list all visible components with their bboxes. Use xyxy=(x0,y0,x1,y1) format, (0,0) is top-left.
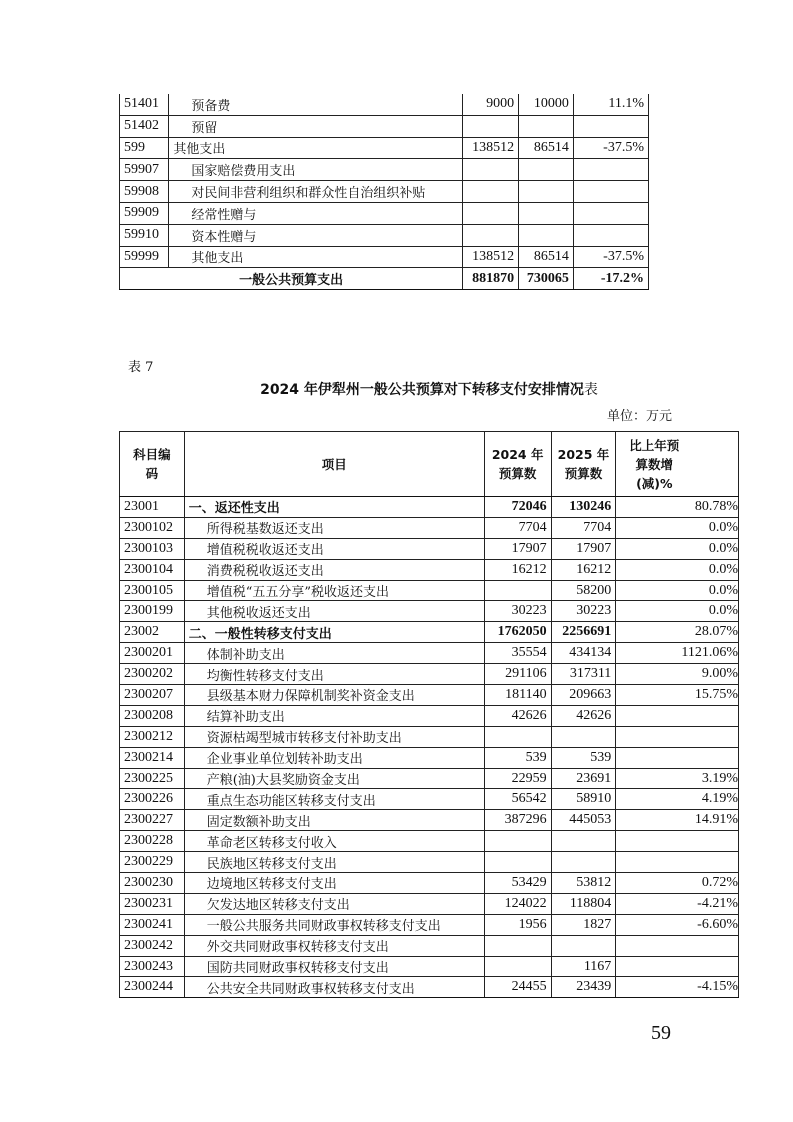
header-2025: 2025 年预算数 xyxy=(551,432,616,497)
row-2024 xyxy=(484,935,551,956)
row-code: 51401 xyxy=(120,94,169,115)
row-change: 11.1% xyxy=(573,94,648,115)
row-2025: 118804 xyxy=(551,893,616,914)
unit-label: 单位：万元 xyxy=(607,409,673,424)
row-change xyxy=(616,956,739,977)
row-change xyxy=(616,873,739,894)
row-item: 一、返还性支出 xyxy=(184,497,484,518)
total-2025: 730065 xyxy=(519,268,574,290)
row-change xyxy=(616,517,739,538)
table-row xyxy=(120,810,739,831)
row-2024: 1762050 xyxy=(484,622,551,643)
row-2025 xyxy=(519,159,574,181)
row-2024: 7704 xyxy=(484,517,551,538)
table-row xyxy=(120,789,739,810)
row-code: 23002 xyxy=(120,622,185,643)
row-change-value: 4.19% xyxy=(701,791,738,807)
row-2024: 72046 xyxy=(484,497,551,518)
total-change: -17.2% xyxy=(573,268,648,290)
row-item: 一般公共服务共同财政事权转移支付支出 xyxy=(184,914,484,935)
row-change xyxy=(616,705,739,726)
row-item: 均衡性转移支付支出 xyxy=(184,664,484,685)
row-item: 预备费 xyxy=(169,94,463,115)
row-2025: 1167 xyxy=(551,956,616,977)
row-2024: 35554 xyxy=(484,643,551,664)
row-2025: 1827 xyxy=(551,914,616,935)
row-code: 59909 xyxy=(120,202,169,224)
row-2024: 24455 xyxy=(484,977,551,998)
row-change-value: 0.0% xyxy=(708,603,738,619)
table-row xyxy=(120,768,739,789)
table-row xyxy=(120,977,739,998)
row-2024 xyxy=(484,852,551,873)
table-row xyxy=(120,956,739,977)
category-row xyxy=(120,497,739,518)
row-change xyxy=(616,497,739,518)
row-item: 所得税基数返还支出 xyxy=(184,517,484,538)
row-change xyxy=(616,768,739,789)
row-2024: 53429 xyxy=(484,873,551,894)
table-title-text: 2024 年伊犁州一般公共预算对下转移支付安排情况 xyxy=(260,382,584,398)
row-item: 资源枯竭型城市转移支付补助支出 xyxy=(184,726,484,747)
row-change-value: 0.72% xyxy=(701,874,738,890)
row-2025 xyxy=(551,726,616,747)
row-code: 2300241 xyxy=(120,914,185,935)
row-2024: 124022 xyxy=(484,893,551,914)
table-row xyxy=(120,181,649,203)
row-change-value: -6.60% xyxy=(697,916,738,932)
table-row xyxy=(120,935,739,956)
row-change xyxy=(616,664,739,685)
row-change: -37.5% xyxy=(573,246,648,268)
row-change xyxy=(616,580,739,601)
row-item: 公共安全共同财政事权转移支付支出 xyxy=(184,977,484,998)
row-change: -37.5% xyxy=(573,137,648,159)
row-change-value: 9.00% xyxy=(701,666,738,682)
row-change xyxy=(616,977,739,998)
row-code: 2300214 xyxy=(120,747,185,768)
table-row xyxy=(120,246,649,268)
row-change xyxy=(573,202,648,224)
table-row xyxy=(120,94,649,115)
row-2025: 209663 xyxy=(551,685,616,706)
row-2025 xyxy=(519,224,574,246)
row-item: 其他税收返还支出 xyxy=(184,601,484,622)
row-2025 xyxy=(519,181,574,203)
row-change xyxy=(616,747,739,768)
row-change xyxy=(616,538,739,559)
row-change-value: 14.91% xyxy=(694,812,738,828)
table-row xyxy=(120,852,739,873)
table-row xyxy=(120,893,739,914)
row-item: 资本性赠与 xyxy=(169,224,463,246)
row-2025 xyxy=(551,852,616,873)
row-2025: 17907 xyxy=(551,538,616,559)
header-item: 项目 xyxy=(184,432,484,497)
row-code: 2300207 xyxy=(120,685,185,706)
row-code: 2300201 xyxy=(120,643,185,664)
row-2024 xyxy=(463,115,519,137)
row-change-value: 0.0% xyxy=(708,519,738,535)
row-item: 预留 xyxy=(169,115,463,137)
row-2024: 22959 xyxy=(484,768,551,789)
row-item: 国防共同财政事权转移支付支出 xyxy=(184,956,484,977)
table-number-label: 表 7 xyxy=(128,360,154,375)
row-code: 2300208 xyxy=(120,705,185,726)
row-change-value: 3.19% xyxy=(701,770,738,786)
row-code: 59999 xyxy=(120,246,169,268)
row-2024 xyxy=(484,726,551,747)
row-2024 xyxy=(463,181,519,203)
row-change xyxy=(616,831,739,852)
transfer-payment-table xyxy=(119,431,739,998)
transfer-payment-table-viewport xyxy=(118,430,738,1020)
row-2024 xyxy=(484,580,551,601)
row-item: 县级基本财力保障机制奖补资金支出 xyxy=(184,685,484,706)
row-item: 二、一般性转移支付支出 xyxy=(184,622,484,643)
row-change xyxy=(573,115,648,137)
row-item: 国家赔偿费用支出 xyxy=(169,159,463,181)
row-2025 xyxy=(551,831,616,852)
row-code: 59908 xyxy=(120,181,169,203)
row-change-value: 15.75% xyxy=(694,686,738,702)
header-2024: 2024 年预算数 xyxy=(484,432,551,497)
row-2025: 445053 xyxy=(551,810,616,831)
row-change-value: 80.78% xyxy=(694,498,738,514)
row-2025 xyxy=(519,115,574,137)
table-row xyxy=(120,517,739,538)
table-title-suffix: 表 xyxy=(583,382,598,398)
row-change-value: 28.07% xyxy=(694,624,738,640)
table-row xyxy=(120,705,739,726)
row-change-value: 1121.06% xyxy=(681,645,738,661)
row-code: 2300104 xyxy=(120,559,185,580)
row-2025: 58200 xyxy=(551,580,616,601)
total-2024: 881870 xyxy=(463,268,519,290)
row-code: 2300225 xyxy=(120,768,185,789)
total-row xyxy=(120,268,649,290)
category-row xyxy=(120,622,739,643)
table-row xyxy=(120,224,649,246)
table-row xyxy=(120,831,739,852)
row-2024 xyxy=(484,831,551,852)
row-2025: 16212 xyxy=(551,559,616,580)
row-2025 xyxy=(551,935,616,956)
row-item: 其他支出 xyxy=(169,246,463,268)
row-2024: 387296 xyxy=(484,810,551,831)
row-code: 2300199 xyxy=(120,601,185,622)
table-row xyxy=(120,115,649,137)
row-change xyxy=(573,181,648,203)
row-code: 2300227 xyxy=(120,810,185,831)
row-2024: 16212 xyxy=(484,559,551,580)
row-change xyxy=(616,810,739,831)
row-code: 59907 xyxy=(120,159,169,181)
table-row xyxy=(120,747,739,768)
row-change xyxy=(616,726,739,747)
table-row xyxy=(120,538,739,559)
row-2024 xyxy=(463,159,519,181)
row-2024: 138512 xyxy=(463,137,519,159)
row-code: 2300226 xyxy=(120,789,185,810)
header-change-text: 比上年预算数增(减)% xyxy=(629,437,680,491)
row-2025: 53812 xyxy=(551,873,616,894)
row-item: 体制补助支出 xyxy=(184,643,484,664)
row-2025: 42626 xyxy=(551,705,616,726)
row-change xyxy=(616,935,739,956)
row-code: 2300228 xyxy=(120,831,185,852)
row-2025: 30223 xyxy=(551,601,616,622)
row-change xyxy=(616,559,739,580)
row-2024: 291106 xyxy=(484,664,551,685)
table-row xyxy=(120,664,739,685)
row-change xyxy=(616,914,739,935)
row-change xyxy=(616,852,739,873)
row-change-value: 0.0% xyxy=(708,582,738,598)
row-2024: 17907 xyxy=(484,538,551,559)
table-row xyxy=(120,914,739,935)
header-code: 科目编码 xyxy=(120,432,185,497)
row-2025: 539 xyxy=(551,747,616,768)
table-row xyxy=(120,137,649,159)
row-item: 经常性赠与 xyxy=(169,202,463,224)
row-2025: 86514 xyxy=(519,246,574,268)
row-2024: 56542 xyxy=(484,789,551,810)
header-row xyxy=(120,432,739,497)
table-row xyxy=(120,559,739,580)
row-item: 企业事业单位划转补助支出 xyxy=(184,747,484,768)
row-item: 固定数额补助支出 xyxy=(184,810,484,831)
row-2024 xyxy=(463,224,519,246)
row-2024: 138512 xyxy=(463,246,519,268)
row-item: 对民间非营利组织和群众性自治组织补贴 xyxy=(169,181,463,203)
row-code: 2300230 xyxy=(120,873,185,894)
budget-expenditure-table-continued xyxy=(119,94,649,290)
row-2025 xyxy=(519,202,574,224)
row-item: 消费税税收返还支出 xyxy=(184,559,484,580)
row-code: 23001 xyxy=(120,497,185,518)
row-item: 其他支出 xyxy=(169,137,463,159)
row-item: 欠发达地区转移支付支出 xyxy=(184,893,484,914)
table-row xyxy=(120,159,649,181)
page-number: 59 xyxy=(651,1022,671,1044)
row-change-value: 0.0% xyxy=(708,561,738,577)
row-2025: 130246 xyxy=(551,497,616,518)
row-2025: 2256691 xyxy=(551,622,616,643)
row-2025: 7704 xyxy=(551,517,616,538)
row-item: 增值税税收返还支出 xyxy=(184,538,484,559)
row-change xyxy=(573,159,648,181)
row-item: 边境地区转移支付支出 xyxy=(184,873,484,894)
header-change xyxy=(616,432,739,497)
row-code: 2300242 xyxy=(120,935,185,956)
row-code: 2300212 xyxy=(120,726,185,747)
row-code: 2300231 xyxy=(120,893,185,914)
row-code: 599 xyxy=(120,137,169,159)
total-label: 一般公共预算支出 xyxy=(120,268,463,290)
table-title xyxy=(0,379,793,399)
row-item: 结算补助支出 xyxy=(184,705,484,726)
row-2024: 181140 xyxy=(484,685,551,706)
row-change-value: 0.0% xyxy=(708,540,738,556)
table-row xyxy=(120,202,649,224)
table-row xyxy=(120,580,739,601)
table-row xyxy=(120,601,739,622)
row-change-value: -4.15% xyxy=(697,979,738,995)
row-2025: 23439 xyxy=(551,977,616,998)
row-2025: 23691 xyxy=(551,768,616,789)
row-code: 59910 xyxy=(120,224,169,246)
row-code: 2300103 xyxy=(120,538,185,559)
row-code: 51402 xyxy=(120,115,169,137)
table-row xyxy=(120,685,739,706)
row-change xyxy=(616,643,739,664)
row-item: 外交共同财政事权转移支付支出 xyxy=(184,935,484,956)
row-2024: 30223 xyxy=(484,601,551,622)
row-item: 革命老区转移支付收入 xyxy=(184,831,484,852)
row-item: 重点生态功能区转移支付支出 xyxy=(184,789,484,810)
row-change-value: -4.21% xyxy=(697,895,738,911)
row-change xyxy=(616,893,739,914)
row-change xyxy=(616,601,739,622)
row-code: 2300243 xyxy=(120,956,185,977)
row-2024 xyxy=(463,202,519,224)
row-2024: 42626 xyxy=(484,705,551,726)
row-2025: 317311 xyxy=(551,664,616,685)
row-2025: 10000 xyxy=(519,94,574,115)
row-change xyxy=(616,622,739,643)
row-2024: 1956 xyxy=(484,914,551,935)
table-row xyxy=(120,726,739,747)
row-change xyxy=(616,789,739,810)
row-item: 增值税“五五分享”税收返还支出 xyxy=(184,580,484,601)
row-change xyxy=(573,224,648,246)
row-item: 产粮(油)大县奖励资金支出 xyxy=(184,768,484,789)
row-2025: 86514 xyxy=(519,137,574,159)
row-code: 2300244 xyxy=(120,977,185,998)
row-code: 2300105 xyxy=(120,580,185,601)
table-row xyxy=(120,873,739,894)
row-code: 2300229 xyxy=(120,852,185,873)
row-2025: 434134 xyxy=(551,643,616,664)
row-code: 2300202 xyxy=(120,664,185,685)
row-2025: 58910 xyxy=(551,789,616,810)
row-code: 2300102 xyxy=(120,517,185,538)
row-change xyxy=(616,685,739,706)
row-2024 xyxy=(484,956,551,977)
row-2024: 9000 xyxy=(463,94,519,115)
row-2024: 539 xyxy=(484,747,551,768)
row-item: 民族地区转移支付支出 xyxy=(184,852,484,873)
table-row xyxy=(120,643,739,664)
